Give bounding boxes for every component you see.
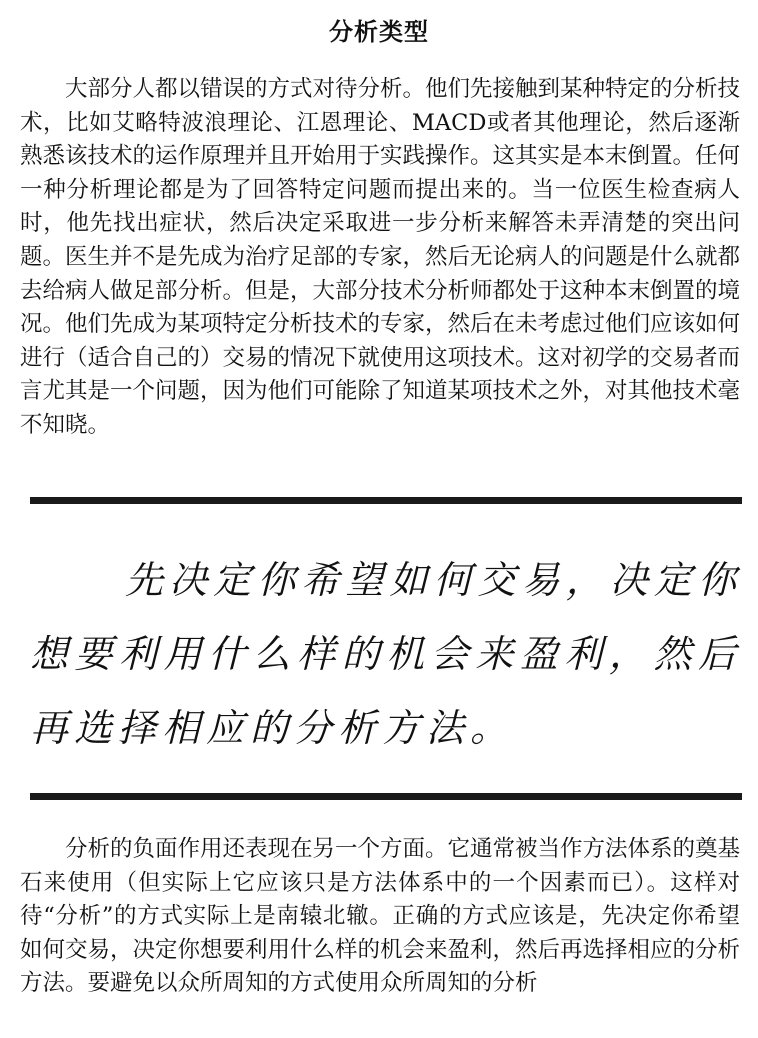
pull-quote: 先决定你希望如何交易，决定你想要利用什么样的机会来盈利，然后再选择相应的分析方法。 [30, 558, 742, 750]
body-paragraph-2: 分析的负面作用还表现在另一个方面。它通常被当作方法体系的奠基石来使用（但实际上它应该只是方法体系中的一个因素而已）。这样对待“分析”的方式实际上是南辕北辙。正确的方式应该是，先决定你希望如何交易，决定你想要利用什么样的机会来盈利，然后再选择相应的分析方法。要避免以众所周知的方式使用众所周知的分析 [20, 836, 741, 997]
pull-quote-top-rule [30, 497, 742, 504]
section-heading: 分析类型 [329, 18, 429, 46]
body-paragraph-1: 大部分人都以错误的方式对待分析。他们先接触到某种特定的分析技术，比如艾略特波浪理论、江恩理论、MACD或者其他理论，然后逐渐熟悉该技术的运作原理并且开始用于实践操作。这其实是本末倒置。任何一种分析理论都是为了回答特定问题而提出来的。当一位医生检查病人时，他先找出症状，然后决定采取进一步分析来解答未弄清楚的突出问题。医生并不是先成为治疗足部的专家，然后无论病人的问题是什么就都去给病人做足部分析。但是，大部分技术分析师都处于这种本末倒置的境况。他们先成为某项特定分析技术的专家，然后在未考虑过他们应该如何进行（适合自己的）交易的情况下就使用这项技术。这对初学的交易者而言尤其是一个问题，因为他们可能除了知道某项技术之外，对其他技术毫不知晓。 [20, 76, 741, 438]
pull-quote-bottom-rule [30, 793, 742, 800]
